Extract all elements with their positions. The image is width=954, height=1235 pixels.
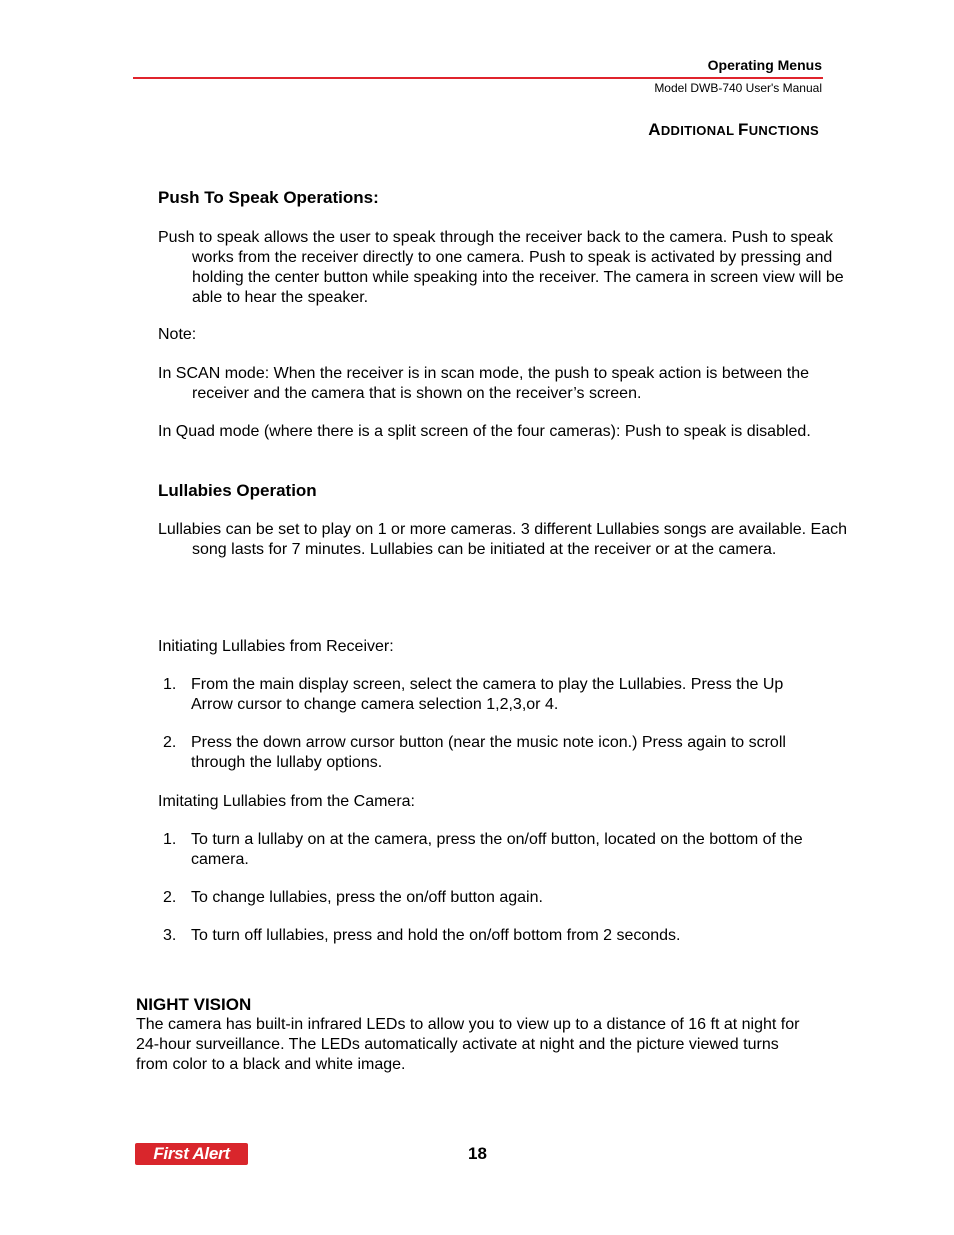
running-header-title: Operating Menus bbox=[707, 57, 822, 73]
section-title-part: A bbox=[648, 120, 661, 139]
quad-mode-note: In Quad mode (where there is a split screen of the four cameras): Push to speak is disabled. bbox=[158, 423, 811, 440]
list-number: 2. bbox=[163, 734, 177, 751]
section-title-part: DDITIONAL bbox=[660, 123, 739, 138]
lullabies-heading: Lullabies Operation bbox=[158, 481, 317, 500]
list-text: Press the down arrow cursor button (near the music note icon.) Press again to scroll through the lullaby options. bbox=[191, 734, 786, 771]
list-text: To turn a lullaby on at the camera, press the on/off button, located on the bottom of the camera. bbox=[191, 831, 803, 868]
list-number: 2. bbox=[163, 889, 177, 906]
list-number: 1. bbox=[163, 676, 177, 693]
push-to-speak-heading: Push To Speak Operations: bbox=[158, 188, 379, 207]
receiver-steps-label: Initiating Lullabies from Receiver: bbox=[158, 638, 394, 655]
list-number: 3. bbox=[163, 927, 177, 944]
note-label: Note: bbox=[158, 326, 197, 343]
list-text: From the main display screen, select the camera to play the Lullabies. Press the Up Arrow cursor to change camera selection 1,2,3,or 4. bbox=[191, 676, 784, 713]
push-to-speak-intro: Push to speak allows the user to speak through the receiver back to the camera. Push to speak works from the receiver directly to one camera. Push to speak is activated by pressing and holding the center button while speaking into the receiver. The camera in screen view will be able to hear the speaker. bbox=[158, 229, 844, 306]
section-title bbox=[648, 120, 819, 140]
night-vision-heading: NIGHT VISION bbox=[136, 995, 252, 1014]
camera-steps-label: Imitating Lullabies from the Camera: bbox=[158, 793, 415, 810]
first-alert-logo: First Alert bbox=[135, 1143, 248, 1165]
section-title-part: F bbox=[738, 120, 749, 139]
list-text: To change lullabies, press the on/off button again. bbox=[191, 889, 543, 906]
section-title-part: UNCTIONS bbox=[748, 123, 819, 138]
list-text: To turn off lullabies, press and hold the on/off bottom from 2 seconds. bbox=[191, 927, 681, 944]
lullabies-intro: Lullabies can be set to play on 1 or more cameras. 3 different Lullabies songs are available. Each song lasts for 7 minutes. Lullabies can be initiated at the receiver or at the camera. bbox=[158, 521, 847, 558]
list-number: 1. bbox=[163, 831, 177, 848]
scan-mode-note: In SCAN mode: When the receiver is in scan mode, the push to speak action is between the receiver and the camera that is shown on the receiver’s screen. bbox=[158, 365, 810, 402]
night-vision-body: The camera has built-in infrared LEDs to allow you to view up to a distance of 16 ft at night for 24-hour surveillance. The LEDs automatically activate at night and the picture viewed turns from color to a black and white image. bbox=[136, 1016, 800, 1073]
page-number: 18 bbox=[468, 1144, 487, 1163]
running-header-subtitle: Model DWB-740 User's Manual bbox=[654, 81, 822, 95]
header-rule bbox=[133, 77, 823, 79]
